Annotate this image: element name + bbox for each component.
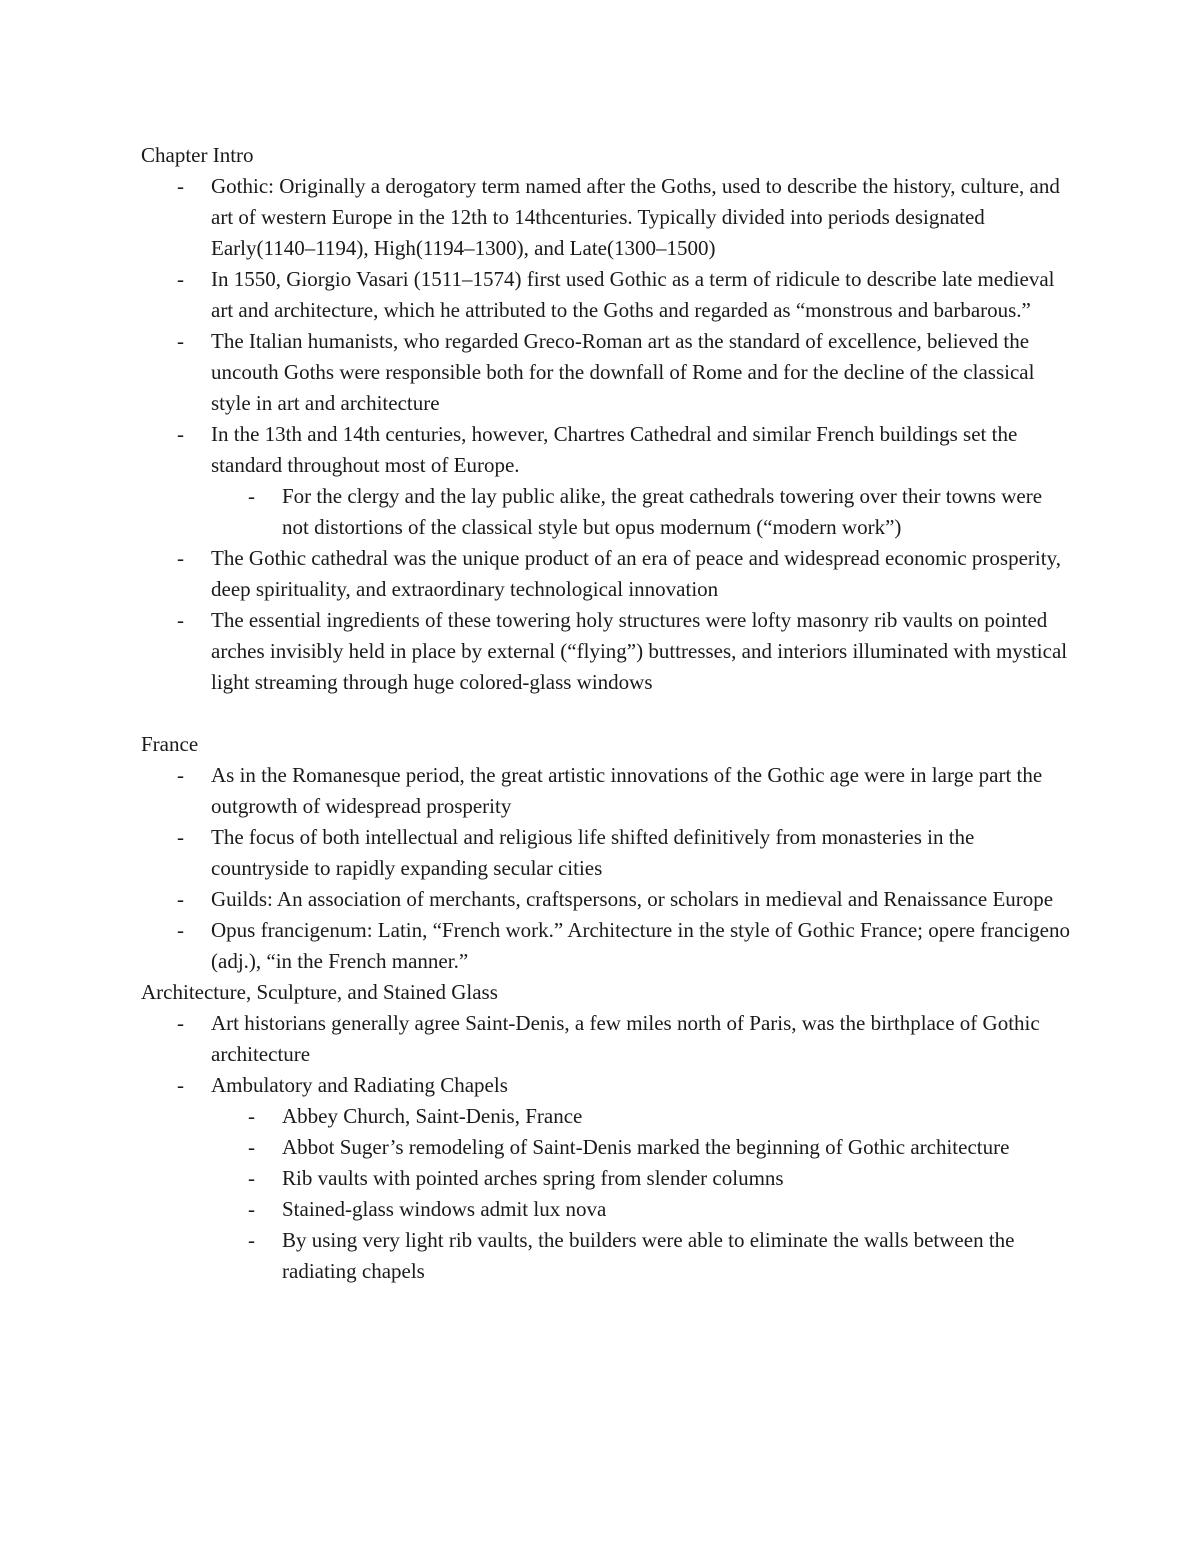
- bullet-dash: -: [177, 608, 184, 632]
- bullet-dash: -: [248, 1197, 255, 1221]
- sub-list-item-text: For the clergy and the lay public alike, the great cathedrals towering over their towns were not distortions of the classical style but opus modernum (“modern work”): [282, 484, 1043, 539]
- list-item: [141, 822, 1071, 884]
- bullet-dash: -: [177, 825, 184, 849]
- list-item: [141, 884, 1071, 915]
- sub-list: [211, 1101, 1071, 1287]
- sub-list-item: [211, 1163, 1071, 1194]
- list-item: [141, 264, 1071, 326]
- section-heading-france: France: [141, 732, 199, 756]
- list-item-text: In 1550, Giorgio Vasari (1511–1574) first used Gothic as a term of ridicule to describe late medieval art and architecture, which he attributed to the Goths and regarded as “monstrous and barbarous.”: [211, 267, 1055, 322]
- sub-list-item: [211, 481, 1071, 543]
- bullet-dash: -: [177, 887, 184, 911]
- bullet-dash: -: [177, 329, 184, 353]
- list-item-text: Art historians generally agree Saint-Denis, a few miles north of Paris, was the birthplace of Gothic architecture: [211, 1011, 1040, 1066]
- bullet-dash: -: [248, 1135, 255, 1159]
- list-item-text: Ambulatory and Radiating Chapels: [211, 1073, 508, 1097]
- bullet-dash: -: [248, 1166, 255, 1190]
- list-item: [141, 1070, 1071, 1287]
- sub-list-item: [211, 1194, 1071, 1225]
- bullet-dash: -: [248, 484, 255, 508]
- bullet-dash: -: [177, 1073, 184, 1097]
- sub-list-item: [211, 1101, 1071, 1132]
- sub-list-item-text: Abbot Suger’s remodeling of Saint-Denis marked the beginning of Gothic architecture: [282, 1135, 1010, 1159]
- list-item: [141, 326, 1071, 419]
- sub-list: [211, 481, 1071, 543]
- list-item-text: The Italian humanists, who regarded Greco-Roman art as the standard of excellence, believed the uncouth Goths were responsible both for the downfall of Rome and for the decline of the classical style in art and architecture: [211, 329, 1035, 415]
- blank-line: [141, 698, 1071, 729]
- list-item-text: Gothic: Originally a derogatory term named after the Goths, used to describe the history, culture, and art of western Europe in the 12th to 14thcenturies. Typically divided into periods designated Early(1140–1194), High(1194–1300), and Late(1300–1500): [211, 174, 1060, 260]
- section-heading-chapter-intro: Chapter Intro: [141, 143, 254, 167]
- list-item-text: In the 13th and 14th centuries, however, Chartres Cathedral and similar French buildings set the standard throughout most of Europe.: [211, 422, 1018, 477]
- sub-list-item-text: Rib vaults with pointed arches spring from slender columns: [282, 1166, 784, 1190]
- list-item: [141, 1008, 1071, 1070]
- bullet-dash: -: [248, 1228, 255, 1252]
- bullet-dash: -: [177, 267, 184, 291]
- list-item-text: As in the Romanesque period, the great artistic innovations of the Gothic age were in large part the outgrowth of widespread prosperity: [211, 763, 1043, 818]
- list-item: [141, 605, 1071, 698]
- sub-list-item-text: Stained-glass windows admit lux nova: [282, 1197, 607, 1221]
- list-item-text: The essential ingredients of these towering holy structures were lofty masonry rib vaults on pointed arches invisibly held in place by external (“flying”) buttresses, and interiors illuminated with mystical light streaming through huge colored-glass windows: [211, 608, 1068, 694]
- sub-list-item: [211, 1225, 1071, 1287]
- france-list: [141, 760, 1071, 977]
- bullet-dash: -: [248, 1104, 255, 1128]
- bullet-dash: -: [177, 546, 184, 570]
- sub-list-item-text: By using very light rib vaults, the builders were able to eliminate the walls between the radiating chapels: [282, 1228, 1015, 1283]
- bullet-dash: -: [177, 422, 184, 446]
- list-item: [141, 171, 1071, 264]
- list-item-text: The Gothic cathedral was the unique product of an era of peace and widespread economic prosperity, deep spirituality, and extraordinary technological innovation: [211, 546, 1061, 601]
- list-item-text: Guilds: An association of merchants, craftspersons, or scholars in medieval and Renaissance Europe: [211, 887, 1054, 911]
- bullet-dash: -: [177, 763, 184, 787]
- architecture-list: [141, 1008, 1071, 1287]
- list-item-text: Opus francigenum: Latin, “French work.” Architecture in the style of Gothic France; opere francigeno (adj.), “in the French manner.”: [211, 918, 1070, 973]
- list-item: [141, 543, 1071, 605]
- bullet-dash: -: [177, 1011, 184, 1035]
- list-item-text: The focus of both intellectual and religious life shifted definitively from monasteries in the countryside to rapidly expanding secular cities: [211, 825, 975, 880]
- list-item: [141, 419, 1071, 543]
- list-item: [141, 760, 1071, 822]
- list-item: [141, 915, 1071, 977]
- sub-list-item: [211, 1132, 1071, 1163]
- section-heading-architecture: Architecture, Sculpture, and Stained Glass: [141, 980, 498, 1004]
- chapter-intro-list: [141, 171, 1071, 698]
- document-content: [141, 140, 1071, 1287]
- bullet-dash: -: [177, 918, 184, 942]
- bullet-dash: -: [177, 174, 184, 198]
- sub-list-item-text: Abbey Church, Saint-Denis, France: [282, 1104, 583, 1128]
